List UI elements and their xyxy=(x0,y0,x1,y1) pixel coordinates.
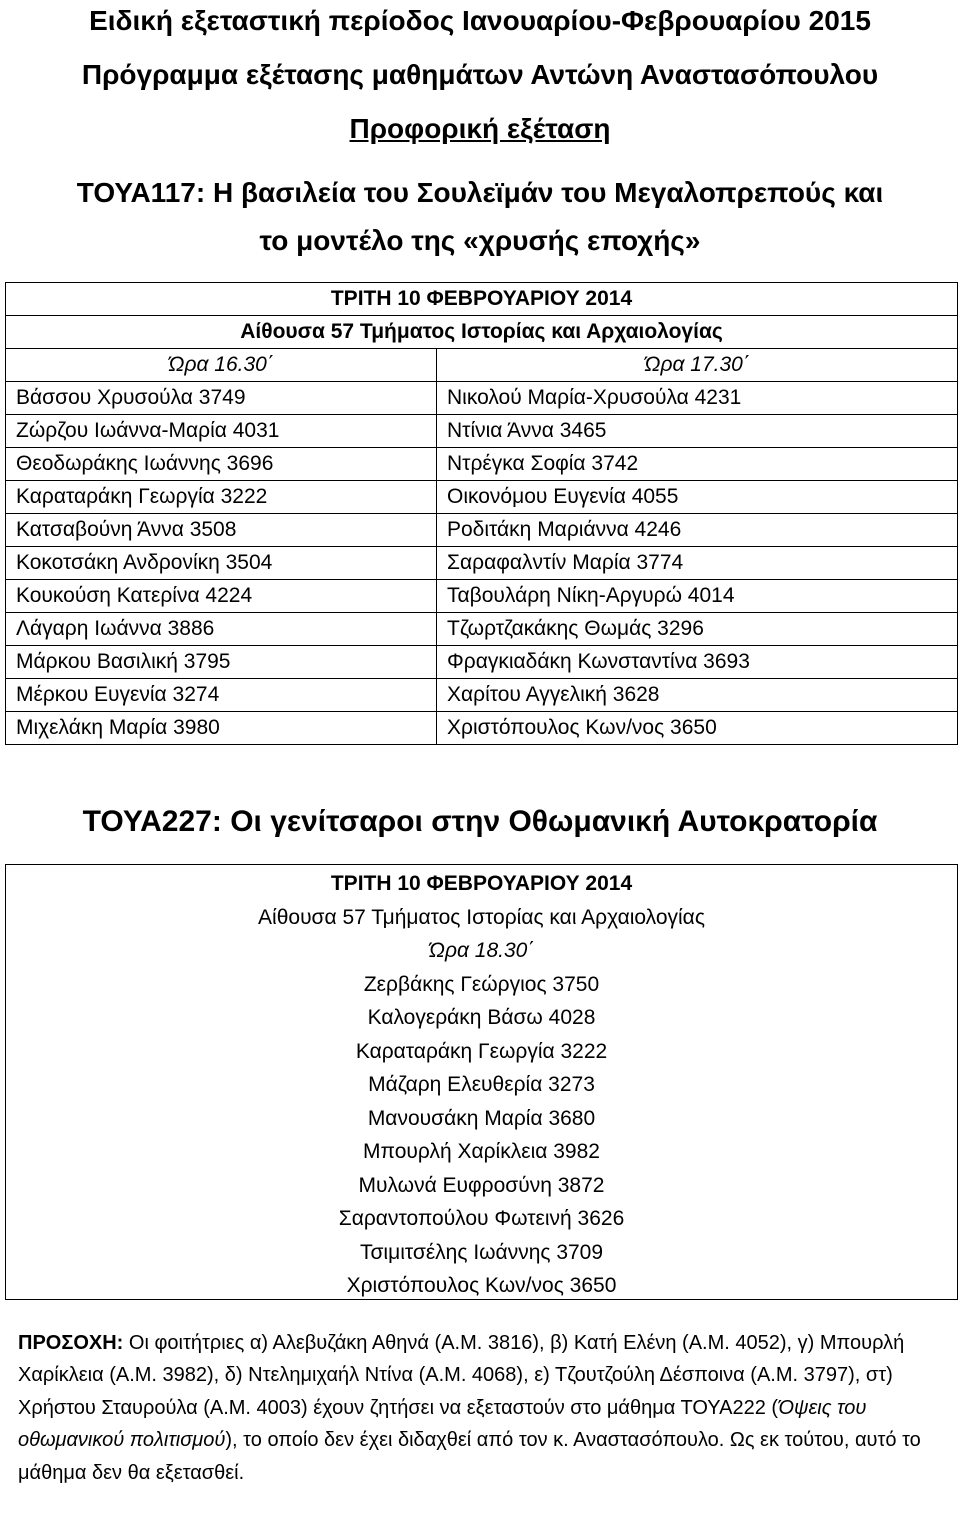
header-line-3 xyxy=(0,110,960,147)
course2-room: Αίθουσα 57 Τμήματος Ιστορίας και Αρχαιολογίας xyxy=(258,905,705,929)
student-cell-1630: Μάρκου Βασιλική 3795 xyxy=(6,646,437,679)
course2-box xyxy=(5,864,958,1300)
course1-table xyxy=(5,282,958,745)
course2-title: ΤΟΥΑ227: Οι γενίτσαροι στην Οθωμανική Αυτοκρατορία xyxy=(82,805,878,838)
note-label: ΠΡΟΣΟΧΗ: xyxy=(18,1332,124,1354)
student-cell-1630: Λάγαρη Ιωάννα 3886 xyxy=(6,613,437,646)
student-cell-1630: Βάσσου Χρυσούλα 3749 xyxy=(6,382,437,415)
course1-title-line-1: ΤΟΥΑ117: Η βασιλεία του Σουλεϊμάν του Μεγαλοπρεπούς και xyxy=(76,177,884,208)
student-cell-1630: Κουκούση Κατερίνα 4224 xyxy=(6,580,437,613)
student-item: Καραταράκη Γεωργία 3222 xyxy=(355,1039,608,1063)
table-row xyxy=(6,679,958,712)
student-item: Καλογεράκη Βάσω 4028 xyxy=(367,1006,596,1029)
student-cell-1630: Ζώρζου Ιωάννα-Μαρία 4031 xyxy=(6,415,437,448)
table-row xyxy=(6,448,958,481)
course1-time-left: Ώρα 16.30΄ xyxy=(6,349,437,382)
student-cell-1730: Ντρέγκα Σοφία 3742 xyxy=(437,448,958,481)
student-cell-1630: Καραταράκη Γεωργία 3222 xyxy=(6,481,437,514)
note-paragraph xyxy=(18,1327,948,1489)
note-course-title: Όψεις του οθωμανικού πολιτισμού xyxy=(18,1396,867,1452)
student-cell-1730: Οικονόμου Ευγενία 4055 xyxy=(437,481,958,514)
course1-title-line-2: το μοντέλο της «χρυσής εποχής» xyxy=(259,225,701,256)
course1-time-right: Ώρα 17.30΄ xyxy=(437,349,958,382)
note-text-before: Οι φοιτήτριες α) Αλεβυζάκη Αθηνά (Α.Μ. 3816), β) Κατή Ελένη (Α.Μ. 4052), γ) Μπουρλή Χαρίκλεια (Α.Μ. 3982), δ) Ντελημιχαήλ Ντίνα (Α.Μ. 4068), ε) Τζουτζούλη Δέσποινα (Α.Μ. 3797), στ) Χρήστου Σταυρούλα (Α.Μ. 4003) έχουν ζητήσει να εξεταστούν στο μάθημα ΤΟΥΑ222 ( xyxy=(18,1332,905,1419)
student-cell-1730: Ταβουλάρη Νίκη-Αργυρώ 4014 xyxy=(437,580,958,613)
student-item: Τσιμιτσέλης Ιωάννης 3709 xyxy=(359,1240,604,1264)
table-row xyxy=(6,316,958,349)
table-row xyxy=(6,514,958,547)
course2-date: ΤΡΙΤΗ 10 ΦΕΒΡΟΥΑΡΙΟΥ 2014 xyxy=(330,872,633,895)
student-item: Μυλωνά Ευφροσύνη 3872 xyxy=(358,1173,605,1197)
student-cell-1730: Νικολού Μαρία-Χρυσούλα 4231 xyxy=(437,382,958,415)
table-row xyxy=(6,415,958,448)
student-cell-1730: Χαρίτου Αγγελική 3628 xyxy=(437,679,958,712)
student-item: Μπουρλή Χαρίκλεια 3982 xyxy=(363,1140,600,1163)
student-cell-1730: Ντίνια Άννα 3465 xyxy=(437,415,958,448)
course2-student-list xyxy=(6,968,957,1303)
course2-time: Ώρα 18.30΄ xyxy=(428,939,535,962)
student-cell-1730: Τζωρτζακάκης Θωμάς 3296 xyxy=(437,613,958,646)
course1-date: ΤΡΙΤΗ 10 ΦΕΒΡΟΥΑΡΙΟΥ 2014 xyxy=(6,283,958,316)
table-row xyxy=(6,382,958,415)
table-row xyxy=(6,613,958,646)
student-item: Χριστόπουλος Κων/νος 3650 xyxy=(346,1274,617,1297)
student-item: Μανουσάκη Μαρία 3680 xyxy=(367,1106,596,1130)
student-cell-1730: Ροδιτάκη Μαριάννα 4246 xyxy=(437,514,958,547)
table-row xyxy=(6,547,958,580)
student-cell-1630: Μέρκου Ευγενία 3274 xyxy=(6,679,437,712)
student-cell-1630: Μιχελάκη Μαρία 3980 xyxy=(6,712,437,745)
table-row xyxy=(6,283,958,316)
note-text-after: ), το οποίο δεν έχει διδαχθεί από τον κ. Αναστασόπουλο. Ως εκ τούτου, αυτό το μάθημα δεν θα εξετασθεί. xyxy=(18,1429,921,1484)
student-cell-1730: Σαραφαλντίν Μαρία 3774 xyxy=(437,547,958,580)
course1-room: Αίθουσα 57 Τμήματος Ιστορίας και Αρχαιολογίας xyxy=(6,316,958,349)
header-line-2: Πρόγραμμα εξέτασης μαθημάτων Αντώνη Αναστασόπουλου xyxy=(81,59,879,90)
student-cell-1730: Χριστόπουλος Κων/νος 3650 xyxy=(437,712,958,745)
student-cell-1730: Φραγκιαδάκη Κωνσταντίνα 3693 xyxy=(437,646,958,679)
student-item: Σαραντοπούλου Φωτεινή 3626 xyxy=(338,1207,625,1230)
student-cell-1630: Κοκοτσάκη Ανδρονίκη 3504 xyxy=(6,547,437,580)
header-line-1: Ειδική εξεταστική περίοδος Ιανουαρίου-Φεβρουαρίου 2015 xyxy=(89,5,871,36)
student-cell-1630: Θεοδωράκης Ιωάννης 3696 xyxy=(6,448,437,481)
student-item: Ζερβάκης Γεώργιος 3750 xyxy=(363,972,600,996)
table-row xyxy=(6,481,958,514)
exam-type: Προφορική εξέταση xyxy=(349,113,611,144)
table-row xyxy=(6,349,958,382)
table-row xyxy=(6,646,958,679)
table-row xyxy=(6,580,958,613)
table-row xyxy=(6,712,958,745)
student-cell-1630: Κατσαβούνη Άννα 3508 xyxy=(6,514,437,547)
student-item: Μάζαρη Ελευθερία 3273 xyxy=(368,1073,595,1096)
